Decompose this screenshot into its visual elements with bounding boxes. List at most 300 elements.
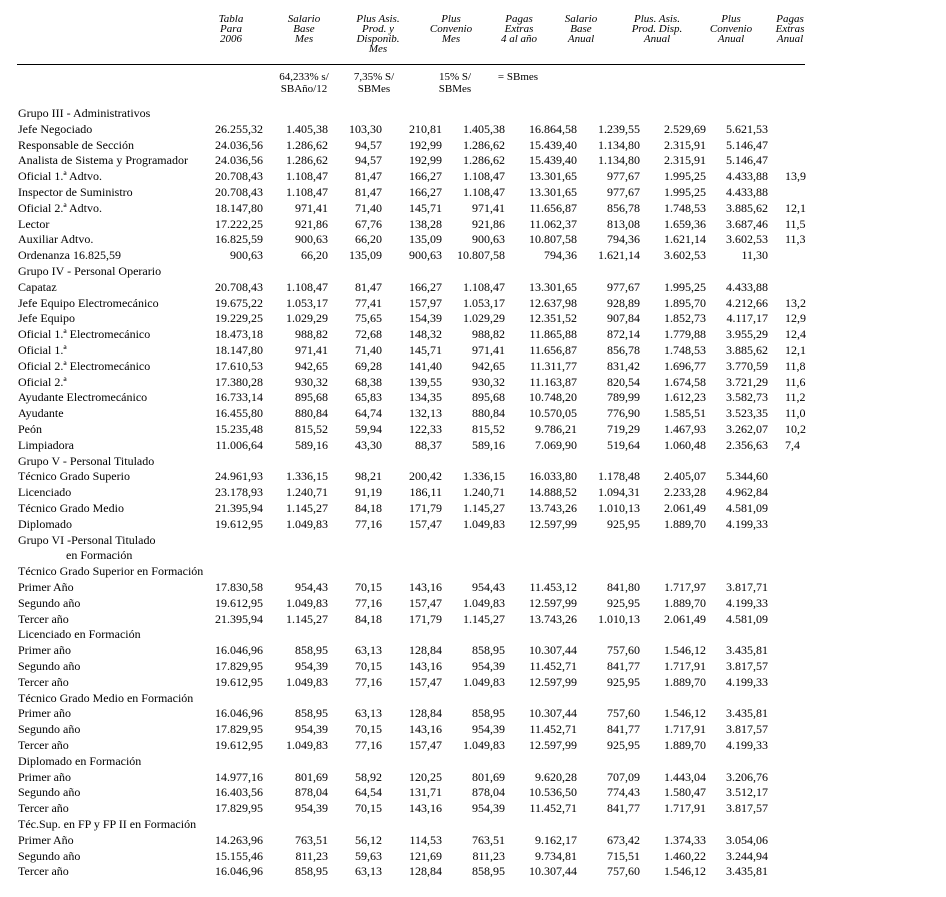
row-label: Grupo III - Administrativos <box>18 106 151 120</box>
table-cell: 1.029,29 <box>286 311 328 326</box>
table-cell: 16.046,96 <box>215 864 263 879</box>
table-cell: 1.108,47 <box>286 185 328 199</box>
table-cell: 84,18 <box>355 611 382 626</box>
table-cell: 3.435,81 <box>726 706 768 721</box>
column-header: Pagas Extras Anual <box>775 13 805 45</box>
table-row <box>0 785 946 801</box>
table-cell: 75,65 <box>355 311 382 326</box>
table-row <box>0 138 946 154</box>
table-row <box>0 596 946 612</box>
table-cell: 1.748,53 <box>664 200 706 215</box>
row-label: Analista de Sistema y Programador <box>18 153 188 168</box>
table-cell: 19.675,22 <box>215 295 263 310</box>
table-cell: 12,4 <box>785 327 806 342</box>
table-cell: 12,1 <box>785 200 806 215</box>
table-cell: 11.865,88 <box>529 327 577 342</box>
table-cell: 1.145,27 <box>286 611 328 626</box>
column-header: Pagas Extras 4 al año <box>500 13 538 45</box>
table-cell: 69,28 <box>355 358 382 373</box>
table-cell: 1.049,83 <box>286 738 328 752</box>
table-cell: 1.580,47 <box>664 785 706 800</box>
table-cell: 63,13 <box>355 864 382 879</box>
table-cell: 841,77 <box>607 659 640 673</box>
table-cell: 928,89 <box>607 295 640 310</box>
section-header-row <box>0 691 946 707</box>
column-header: Plus Convenio Mes <box>429 13 473 45</box>
row-label: Primer Año <box>18 832 74 847</box>
table-cell: 2.529,69 <box>664 121 706 136</box>
table-cell: 954,43 <box>295 580 328 594</box>
table-cell: 858,95 <box>295 864 328 879</box>
header-rule <box>17 64 805 65</box>
table-cell: 3.817,57 <box>726 659 768 673</box>
table-cell: 13.301,65 <box>529 185 577 199</box>
table-row <box>0 280 946 296</box>
table-cell: 1.612,23 <box>664 390 706 405</box>
table-cell: 77,16 <box>355 595 382 610</box>
table-cell: 10.536,50 <box>529 785 577 800</box>
table-cell: 1.621,14 <box>664 232 706 247</box>
table-cell: 1.889,70 <box>664 516 706 531</box>
table-cell: 794,36 <box>544 248 577 263</box>
table-row <box>0 375 946 391</box>
table-cell: 4.212,66 <box>726 295 768 310</box>
table-cell: 5.621,53 <box>726 121 768 136</box>
table-cell: 1.717,91 <box>664 659 706 673</box>
table-cell: 210,81 <box>409 121 442 136</box>
row-label: Tercer año <box>18 611 69 626</box>
formula-note: 7,35% S/ SBMes <box>353 71 395 95</box>
table-row <box>0 217 946 233</box>
table-cell: 166,27 <box>409 279 442 294</box>
table-cell: 858,95 <box>472 864 505 879</box>
table-cell: 757,60 <box>607 643 640 658</box>
table-cell: 820,54 <box>607 374 640 389</box>
table-cell: 925,95 <box>607 738 640 752</box>
row-label: Tercer año <box>18 864 69 879</box>
row-label: Primer Año <box>18 580 74 594</box>
table-cell: 856,78 <box>607 343 640 357</box>
table-cell: 715,51 <box>607 848 640 863</box>
table-row <box>0 343 946 359</box>
table-cell: 17.380,28 <box>215 374 263 389</box>
table-row <box>0 485 946 501</box>
table-cell: 1.286,62 <box>286 137 328 152</box>
row-label: Segundo año <box>18 848 81 863</box>
table-cell: 3.602,53 <box>664 248 706 263</box>
table-cell: 858,95 <box>295 643 328 658</box>
table-cell: 145,71 <box>409 200 442 215</box>
table-cell: 1.010,13 <box>598 611 640 626</box>
table-row <box>0 201 946 217</box>
table-cell: 3.687,46 <box>726 216 768 231</box>
table-cell: 1.239,55 <box>598 121 640 136</box>
table-cell: 907,84 <box>607 311 640 326</box>
table-cell: 841,77 <box>607 801 640 816</box>
table-cell: 4.199,33 <box>726 595 768 610</box>
row-label: Diplomado en Formación <box>18 753 142 768</box>
table-cell: 4.199,33 <box>726 516 768 531</box>
table-cell: 4.581,09 <box>726 501 768 515</box>
table-cell: 1.108,47 <box>463 185 505 199</box>
table-cell: 11,30 <box>741 248 768 263</box>
table-cell: 856,78 <box>607 200 640 215</box>
table-cell: 16.033,80 <box>529 469 577 484</box>
table-cell: 68,38 <box>355 374 382 389</box>
table-cell: 2.061,49 <box>664 501 706 515</box>
table-row <box>0 722 946 738</box>
table-cell: 12.597,99 <box>529 595 577 610</box>
table-cell: 143,16 <box>409 801 442 816</box>
table-cell: 11.656,87 <box>529 343 577 357</box>
table-cell: 1.889,70 <box>664 674 706 689</box>
row-label: Grupo VI -Personal Titulado <box>18 532 156 547</box>
table-cell: 757,60 <box>607 706 640 721</box>
table-cell: 10,2 <box>785 422 806 436</box>
table-cell: 1.717,97 <box>664 580 706 594</box>
formula-note: = SBmes <box>497 71 539 83</box>
row-label: Jefe Equipo <box>18 311 75 326</box>
table-cell: 11,5 <box>785 216 806 231</box>
table-cell: 954,39 <box>472 659 505 673</box>
table-cell: 1.585,51 <box>664 406 706 421</box>
row-label: Primer año <box>18 706 71 721</box>
row-label: Diplomado <box>18 516 72 531</box>
table-cell: 1.405,38 <box>463 121 505 136</box>
table-cell: 1.010,13 <box>598 501 640 515</box>
table-cell: 1.674,58 <box>664 374 706 389</box>
table-cell: 84,18 <box>355 501 382 515</box>
table-row <box>0 185 946 201</box>
table-row <box>0 327 946 343</box>
table-cell: 1.108,47 <box>286 169 328 184</box>
table-cell: 2.061,49 <box>664 611 706 626</box>
table-cell: 12.351,52 <box>529 311 577 326</box>
column-header: Plus. Asis. Prod. Disp. Anual <box>631 13 683 45</box>
table-cell: 1.049,83 <box>286 516 328 531</box>
section-header-row <box>0 106 946 122</box>
table-cell: 67,76 <box>355 216 382 231</box>
table-cell: 1.895,70 <box>664 295 706 310</box>
table-cell: 988,82 <box>295 327 328 342</box>
table-cell: 1.049,83 <box>286 674 328 689</box>
table-cell: 988,82 <box>472 327 505 342</box>
table-cell: 157,97 <box>409 295 442 310</box>
table-cell: 794,36 <box>607 232 640 247</box>
table-cell: 4.962,84 <box>726 485 768 500</box>
table-cell: 1.049,83 <box>286 595 328 610</box>
table-cell: 63,13 <box>355 643 382 658</box>
table-cell: 17.829,95 <box>215 801 263 816</box>
table-cell: 12.637,98 <box>529 295 577 310</box>
table-row <box>0 122 946 138</box>
table-cell: 13.301,65 <box>529 279 577 294</box>
table-cell: 841,77 <box>607 722 640 737</box>
row-label: Téc.Sup. en FP y FP II en Formación <box>18 817 197 831</box>
table-cell: 192,99 <box>409 137 442 152</box>
table-cell: 192,99 <box>409 153 442 168</box>
table-cell: 17.830,58 <box>215 580 263 594</box>
row-label: Segundo año <box>18 659 81 673</box>
table-cell: 4.433,88 <box>726 185 768 199</box>
table-cell: 98,21 <box>355 469 382 484</box>
table-cell: 138,28 <box>409 216 442 231</box>
table-cell: 925,95 <box>607 516 640 531</box>
table-cell: 1.240,71 <box>286 485 328 500</box>
row-label: Ordenanza 16.825,59 <box>18 248 121 263</box>
table-cell: 14.263,96 <box>215 832 263 847</box>
table-row <box>0 469 946 485</box>
table-cell: 71,40 <box>355 200 382 215</box>
table-cell: 3.054,06 <box>726 832 768 847</box>
table-cell: 977,67 <box>607 169 640 184</box>
table-cell: 7,4 <box>785 437 800 452</box>
table-cell: 763,51 <box>295 832 328 847</box>
table-cell: 71,40 <box>355 343 382 357</box>
table-row <box>0 801 946 817</box>
table-cell: 4.433,88 <box>726 169 768 184</box>
table-cell: 11,3 <box>785 232 806 247</box>
table-cell: 200,42 <box>409 469 442 484</box>
table-cell: 900,63 <box>472 232 505 247</box>
table-cell: 9.734,81 <box>535 848 577 863</box>
table-cell: 589,16 <box>472 437 505 452</box>
table-cell: 11.163,87 <box>529 374 577 389</box>
table-cell: 13,9 <box>785 169 806 184</box>
table-cell: 3.206,76 <box>726 769 768 784</box>
table-cell: 1.995,25 <box>664 169 706 184</box>
table-cell: 19.612,95 <box>215 595 263 610</box>
table-cell: 954,43 <box>472 580 505 594</box>
table-cell: 1.443,04 <box>664 769 706 784</box>
table-cell: 925,95 <box>607 595 640 610</box>
table-cell: 12.597,99 <box>529 738 577 752</box>
table-cell: 19.229,25 <box>215 311 263 326</box>
table-cell: 166,27 <box>409 169 442 184</box>
table-cell: 858,95 <box>472 643 505 658</box>
table-cell: 13.743,26 <box>529 611 577 626</box>
table-row <box>0 296 946 312</box>
table-cell: 20.708,43 <box>215 185 263 199</box>
table-cell: 3.435,81 <box>726 643 768 658</box>
table-cell: 114,53 <box>409 832 442 847</box>
table-cell: 1.696,77 <box>664 358 706 373</box>
table-cell: 171,79 <box>409 501 442 515</box>
table-cell: 2.233,28 <box>664 485 706 500</box>
table-cell: 91,19 <box>355 485 382 500</box>
table-cell: 880,84 <box>472 406 505 421</box>
table-cell: 1.049,83 <box>463 595 505 610</box>
table-cell: 930,32 <box>472 374 505 389</box>
column-header: Plus Convenio Anual <box>709 13 753 45</box>
table-cell: 1.336,15 <box>463 469 505 484</box>
table-row <box>0 232 946 248</box>
table-cell: 66,20 <box>355 232 382 247</box>
table-cell: 3.523,35 <box>726 406 768 421</box>
table-cell: 1.717,91 <box>664 801 706 816</box>
table-cell: 20.708,43 <box>215 169 263 184</box>
table-row <box>0 248 946 264</box>
table-cell: 59,63 <box>355 848 382 863</box>
row-label: Tercer año <box>18 738 69 752</box>
row-label: Primer año <box>18 769 71 784</box>
table-cell: 4.199,33 <box>726 738 768 752</box>
table-cell: 81,47 <box>355 169 382 184</box>
section-header-row <box>0 627 946 643</box>
table-cell: 10.307,44 <box>529 643 577 658</box>
table-cell: 841,80 <box>607 580 640 594</box>
row-label: Primer año <box>18 643 71 658</box>
table-cell: 77,16 <box>355 516 382 531</box>
table-cell: 900,63 <box>295 232 328 247</box>
table-cell: 10.570,05 <box>529 406 577 421</box>
table-cell: 1.053,17 <box>463 295 505 310</box>
table-cell: 24.036,56 <box>215 137 263 152</box>
table-cell: 7.069,90 <box>535 437 577 452</box>
row-label: Licenciado en Formación <box>18 627 141 642</box>
table-cell: 17.829,95 <box>215 659 263 673</box>
row-label: Peón <box>18 422 42 436</box>
table-cell: 19.612,95 <box>215 516 263 531</box>
table-cell: 1.145,27 <box>463 611 505 626</box>
table-cell: 14.977,16 <box>215 769 263 784</box>
section-header-row <box>0 548 946 564</box>
table-cell: 135,09 <box>349 248 382 263</box>
table-cell: 1.134,80 <box>598 153 640 168</box>
table-cell: 56,12 <box>355 832 382 847</box>
table-cell: 70,15 <box>355 722 382 737</box>
section-header-row <box>0 533 946 549</box>
row-label: Licenciado <box>18 485 72 500</box>
table-cell: 971,41 <box>472 200 505 215</box>
table-cell: 3.817,71 <box>726 580 768 594</box>
table-row <box>0 580 946 596</box>
table-cell: 120,25 <box>409 769 442 784</box>
table-cell: 66,20 <box>301 248 328 263</box>
table-cell: 13,2 <box>785 295 806 310</box>
table-cell: 942,65 <box>472 358 505 373</box>
row-label: Segundo año <box>18 785 81 800</box>
row-label: Técnico Grado Superio <box>18 469 130 484</box>
table-cell: 1.659,36 <box>664 216 706 231</box>
row-label: Ayudante Electromecánico <box>18 390 148 405</box>
table-cell: 971,41 <box>472 343 505 357</box>
row-label: Inspector de Suministro <box>18 185 133 199</box>
table-cell: 5.146,47 <box>726 153 768 168</box>
table-cell: 1.779,88 <box>664 327 706 342</box>
table-cell: 1.286,62 <box>286 153 328 168</box>
formula-note: 64,233% s/ SBAño/12 <box>279 71 329 95</box>
table-cell: 9.620,28 <box>535 769 577 784</box>
table-cell: 9.786,21 <box>535 422 577 436</box>
section-header-row <box>0 564 946 580</box>
table-cell: 954,39 <box>295 801 328 816</box>
table-cell: 3.435,81 <box>726 864 768 879</box>
table-row <box>0 675 946 691</box>
table-row <box>0 422 946 438</box>
table-cell: 954,39 <box>472 801 505 816</box>
table-cell: 1.108,47 <box>463 169 505 184</box>
table-row <box>0 169 946 185</box>
table-cell: 12.597,99 <box>529 674 577 689</box>
table-cell: 94,57 <box>355 137 382 152</box>
table-cell: 16.046,96 <box>215 706 263 721</box>
table-cell: 11,0 <box>785 406 806 421</box>
table-cell: 1.108,47 <box>286 279 328 294</box>
row-label: Auxiliar Adtvo. <box>18 232 94 247</box>
table-cell: 774,43 <box>607 785 640 800</box>
table-cell: 19.612,95 <box>215 674 263 689</box>
table-cell: 2.315,91 <box>664 137 706 152</box>
table-cell: 17.829,95 <box>215 722 263 737</box>
table-cell: 589,16 <box>295 437 328 452</box>
table-cell: 72,68 <box>355 327 382 342</box>
table-cell: 10.307,44 <box>529 706 577 721</box>
table-cell: 20.708,43 <box>215 279 263 294</box>
table-cell: 16.864,58 <box>529 121 577 136</box>
table-cell: 811,23 <box>295 848 328 863</box>
formula-note: 15% S/ SBMes <box>438 71 472 95</box>
table-cell: 132,13 <box>409 406 442 421</box>
table-cell: 813,08 <box>607 216 640 231</box>
table-cell: 24.961,93 <box>215 469 263 484</box>
row-label: Jefe Negociado <box>18 121 93 136</box>
table-cell: 77,16 <box>355 738 382 752</box>
table-cell: 148,32 <box>409 327 442 342</box>
table-cell: 26.255,32 <box>215 121 263 136</box>
table-cell: 895,68 <box>295 390 328 405</box>
table-cell: 519,64 <box>607 437 640 452</box>
table-cell: 59,94 <box>355 422 382 436</box>
table-cell: 157,47 <box>409 674 442 689</box>
table-cell: 24.036,56 <box>215 153 263 168</box>
section-header-row <box>0 454 946 470</box>
table-cell: 143,16 <box>409 580 442 594</box>
section-header-row <box>0 754 946 770</box>
table-cell: 88,37 <box>415 437 442 452</box>
row-label: Segundo año <box>18 595 81 610</box>
table-cell: 157,47 <box>409 738 442 752</box>
table-cell: 1.889,70 <box>664 595 706 610</box>
table-cell: 4.199,33 <box>726 674 768 689</box>
table-cell: 801,69 <box>472 769 505 784</box>
table-cell: 880,84 <box>295 406 328 421</box>
table-cell: 15.439,40 <box>529 137 577 152</box>
table-cell: 1.049,83 <box>463 674 505 689</box>
table-cell: 128,84 <box>409 643 442 658</box>
table-cell: 154,39 <box>409 311 442 326</box>
table-cell: 16.455,80 <box>215 406 263 421</box>
table-cell: 15.235,48 <box>215 422 263 436</box>
column-header: Plus Asis. Prod. y Disponib. Mes <box>356 13 400 55</box>
table-cell: 1.094,31 <box>598 485 640 500</box>
table-cell: 16.733,14 <box>215 390 263 405</box>
row-label: Lector <box>18 216 50 231</box>
table-cell: 1.029,29 <box>463 311 505 326</box>
table-cell: 19.612,95 <box>215 738 263 752</box>
table-cell: 18.147,80 <box>215 200 263 215</box>
table-cell: 11.062,37 <box>529 216 577 231</box>
table-cell: 878,04 <box>472 785 505 800</box>
table-cell: 1.467,93 <box>664 422 706 436</box>
table-cell: 1.145,27 <box>286 501 328 515</box>
table-cell: 139,55 <box>409 374 442 389</box>
table-cell: 64,74 <box>355 406 382 421</box>
row-label: Oficial 2.ª <box>18 374 67 389</box>
table-cell: 3.512,17 <box>726 785 768 800</box>
table-cell: 763,51 <box>472 832 505 847</box>
table-cell: 921,86 <box>295 216 328 231</box>
